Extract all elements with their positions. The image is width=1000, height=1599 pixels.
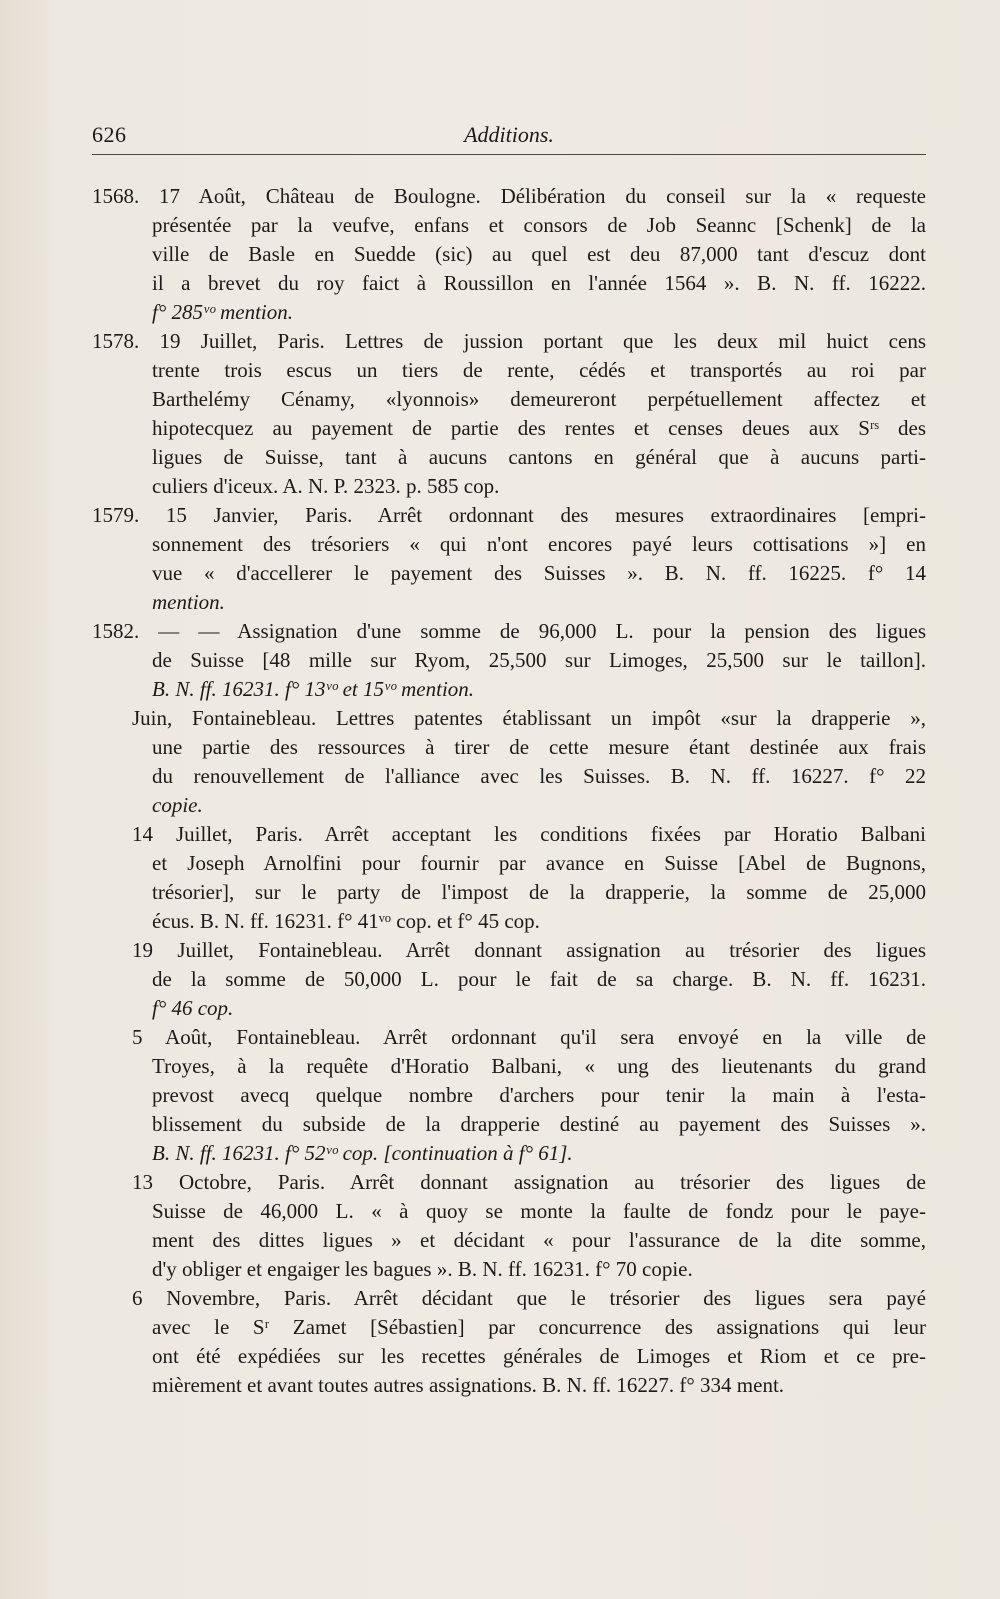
text-line: 1578. 19 Juillet, Paris. Lettres de jussion portant que les deux mil huict cens	[92, 329, 926, 353]
document-body	[92, 182, 926, 1400]
entry-13-octobre	[92, 1168, 926, 1284]
entry-1578	[92, 327, 926, 501]
entry-19-juillet	[92, 936, 926, 1023]
text-line: Troyes, à la requête d'Horatio Balbani, « ung des lieutenants du grand	[152, 1054, 926, 1078]
entry-5-aout	[92, 1023, 926, 1168]
text-line: une partie des ressources à tirer de cette mesure étant destinée aux frais	[152, 735, 926, 759]
page-number: 626	[92, 122, 127, 147]
text-line: Barthelémy Cénamy, «lyonnois» demeureront perpétuellement affectez et	[152, 387, 926, 411]
entry-14-juillet	[92, 820, 926, 936]
text-line: vue « d'accellerer le payement des Suisses ». B. N. ff. 16225. f° 14	[152, 561, 926, 585]
entry-1568	[92, 182, 926, 327]
text-line: B. N. ff. 16231. f° 13ᵛᵒ et 15ᵛᵒ mention.	[152, 677, 475, 701]
text-line: de Suisse [48 mille sur Ryom, 25,500 sur Limoges, 25,500 sur le taillon].	[152, 648, 926, 672]
text-line: copie.	[152, 793, 203, 817]
text-line: Suisse de 46,000 L. « à quoy se monte la faulte de fondz pour le paye-	[152, 1199, 926, 1223]
text-line: prevost avecq quelque nombre d'archers pour tenir la main à l'esta-	[152, 1083, 926, 1107]
text-line: 1568. 17 Août, Château de Boulogne. Délibération du conseil sur la « requeste	[92, 184, 926, 208]
text-line: Juin, Fontainebleau. Lettres patentes établissant un impôt «sur la drapperie »,	[132, 706, 926, 730]
text-line: f° 285ᵛᵒ mention.	[152, 300, 294, 324]
text-line: 6 Novembre, Paris. Arrêt décidant que le trésorier des ligues sera payé	[132, 1286, 926, 1310]
text-line: 14 Juillet, Paris. Arrêt acceptant les conditions fixées par Horatio Balbani	[132, 822, 926, 846]
text-line: il a brevet du roy faict à Roussillon en l'année 1564 ». B. N. ff. 16222.	[152, 271, 926, 295]
text-line: B. N. ff. 16231. f° 52ᵛᵒ cop. [continuation à f° 61].	[152, 1141, 573, 1165]
text-line: ligues de Suisse, tant à aucuns cantons en général que à aucuns parti-	[152, 445, 926, 469]
text-line: écus. B. N. ff. 16231. f° 41ᵛᵒ cop. et f° 45 cop.	[152, 909, 540, 933]
entry-1579	[92, 501, 926, 617]
page-header	[92, 120, 926, 155]
text-line: culiers d'iceux. A. N. P. 2323. p. 585 cop.	[152, 474, 500, 498]
text-line: 1582. — — Assignation d'une somme de 96,000 L. pour la pension des ligues	[92, 619, 926, 643]
text-line: f° 46 cop.	[152, 996, 234, 1020]
text-line: ville de Basle en Suedde (sic) au quel est deu 87,000 tant d'escuz dont	[152, 242, 926, 266]
text-line: sonnement des trésoriers « qui n'ont encores payé leurs cottisations »] en	[152, 532, 926, 556]
text-line: d'y obliger et engaiger les bagues ». B. N. ff. 16231. f° 70 copie.	[152, 1257, 693, 1281]
text-line: présentée par la veufve, enfans et consors de Job Seannc [Schenk] de la	[152, 213, 926, 237]
text-line: de la somme de 50,000 L. pour le fait de sa charge. B. N. ff. 16231.	[152, 967, 926, 991]
text-line: trente trois escus un tiers de rente, cédés et transportés au roi par	[152, 358, 926, 382]
text-line: 19 Juillet, Fontainebleau. Arrêt donnant assignation au trésorier des ligues	[132, 938, 926, 962]
running-title: Additions.	[464, 122, 554, 147]
text-line: 1579. 15 Janvier, Paris. Arrêt ordonnant des mesures extraordinaires [empri-	[92, 503, 926, 527]
text-line: avec le Sʳ Zamet [Sébastien] par concurrence des assignations qui leur	[152, 1315, 926, 1339]
text-line: mention.	[152, 590, 225, 614]
entry-juin	[92, 704, 926, 820]
text-line: et Joseph Arnolfini pour fournir par avance en Suisse [Abel de Bugnons,	[152, 851, 926, 875]
text-line: trésorier], sur le party de l'impost de la drapperie, la somme de 25,000	[152, 880, 926, 904]
entry-1582	[92, 617, 926, 704]
text-line: mièrement et avant toutes autres assignations. B. N. ff. 16227. f° 334 ment.	[152, 1373, 785, 1397]
text-line: du renouvellement de l'alliance avec les Suisses. B. N. ff. 16227. f° 22	[152, 764, 926, 788]
text-line: hipotecquez au payement de partie des rentes et censes deues aux Sʳˢ des	[152, 416, 926, 440]
entry-6-novembre	[92, 1284, 926, 1400]
text-line: blissement du subside de la drapperie destiné au payement des Suisses ».	[152, 1112, 926, 1136]
text-line: ont été expédiées sur les recettes générales de Limoges et Riom et ce pre-	[152, 1344, 926, 1368]
text-line: 5 Août, Fontainebleau. Arrêt ordonnant qu'il sera envoyé en la ville de	[132, 1025, 926, 1049]
text-line: 13 Octobre, Paris. Arrêt donnant assignation au trésorier des ligues de	[132, 1170, 926, 1194]
text-line: ment des dittes ligues » et décidant « pour l'assurance de la dite somme,	[152, 1228, 926, 1252]
